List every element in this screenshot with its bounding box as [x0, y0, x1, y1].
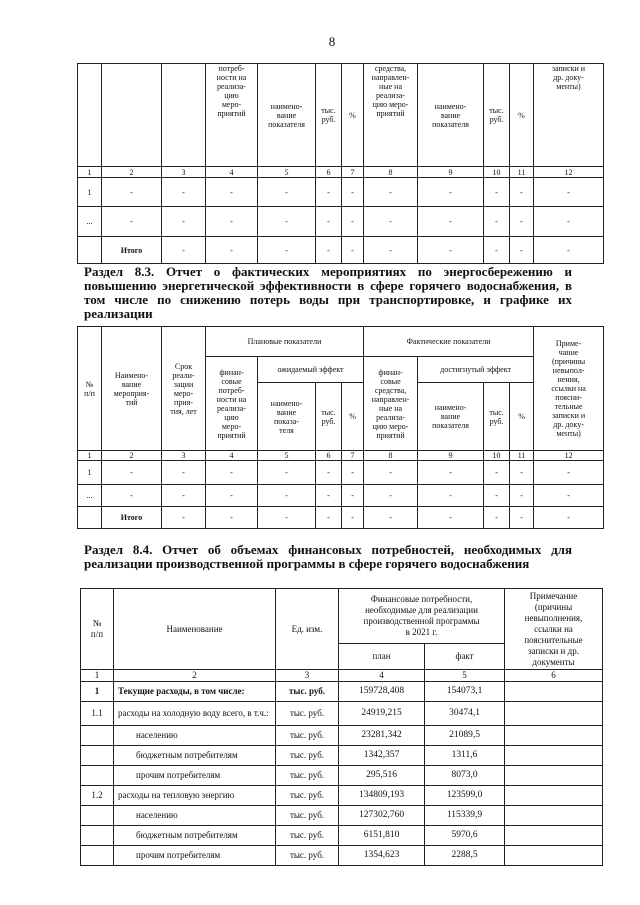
col-number: 2: [114, 670, 276, 682]
table-cell: -: [342, 237, 364, 264]
col-number: 5: [425, 670, 505, 682]
table-header-row: [78, 327, 604, 357]
unit-cell: тыс. руб.: [276, 726, 339, 746]
table-row: [81, 682, 603, 702]
table-header-row: [78, 64, 604, 167]
col-number: 7: [342, 167, 364, 178]
col-number: 2: [102, 451, 162, 461]
table-8-3: [77, 326, 604, 529]
col-number: 8: [364, 167, 418, 178]
table-row: [78, 207, 604, 237]
header-cell: наимено- вание показателя: [258, 64, 316, 167]
table-cell: -: [418, 237, 484, 264]
table-cell: -: [162, 507, 206, 529]
table-cell: -: [364, 207, 418, 237]
row-number: [81, 846, 114, 866]
table-cell: -: [102, 461, 162, 485]
row-number: [81, 726, 114, 746]
table-cell: 1: [78, 178, 102, 207]
unit-cell: тыс. руб.: [276, 766, 339, 786]
col-number: 9: [418, 167, 484, 178]
col-number: 11: [510, 167, 534, 178]
table-cell: -: [342, 485, 364, 507]
row-label: бюджетным потребителям: [114, 826, 276, 846]
table-cell: -: [484, 207, 510, 237]
header-cell: %: [342, 64, 364, 167]
table-cell: -: [484, 178, 510, 207]
header-cell: %: [510, 64, 534, 167]
header-cell: ожидаемый эффект: [258, 357, 364, 383]
table-cell: -: [206, 461, 258, 485]
total-label: Итого: [102, 237, 162, 264]
header-cell: тыс. руб.: [484, 383, 510, 451]
header-cell: %: [342, 383, 364, 451]
header-cell: тыс. руб.: [316, 383, 342, 451]
plan-value: 159728,408: [339, 682, 425, 702]
plan-value: 295,516: [339, 766, 425, 786]
table-cell: -: [316, 485, 342, 507]
table-cell: -: [364, 237, 418, 264]
header-cell: факт: [425, 644, 505, 670]
header-cell: Ед. изм.: [276, 589, 339, 670]
table-row-total: [78, 507, 604, 529]
table-cell: -: [342, 507, 364, 529]
table-cell: -: [484, 507, 510, 529]
header-cell: средства, направлен- ные на реализа- цию меро- приятий: [364, 64, 418, 167]
header-cell: Финансовые потребности, необходимые для реализации производственной программы в 2021 г.: [339, 589, 505, 644]
table-cell: -: [206, 485, 258, 507]
table-cell: -: [206, 207, 258, 237]
plan-value: 23281,342: [339, 726, 425, 746]
table-cell: -: [258, 461, 316, 485]
table-cell: -: [364, 461, 418, 485]
column-number-row: [81, 670, 603, 682]
unit-cell: тыс. руб.: [276, 682, 339, 702]
col-number: 12: [534, 167, 604, 178]
section-8-3-heading: Раздел 8.3. Отчет о фактических мероприятиях по энергосбережению и повышению энергетической эффективности в сфере горячего водоснабжения, в том числе по снижению потерь воды при транспортировке, и графике их реализации: [84, 264, 572, 321]
table-cell: -: [510, 461, 534, 485]
column-number-row: [78, 451, 604, 461]
row-number: [81, 826, 114, 846]
fact-value: 123599,0: [425, 786, 505, 806]
table-cell: -: [162, 485, 206, 507]
table-row: [81, 806, 603, 826]
col-number: 2: [102, 167, 162, 178]
table-cell: -: [484, 237, 510, 264]
table-cell: -: [258, 207, 316, 237]
row-label: населению: [114, 806, 276, 826]
table-row: [78, 461, 604, 485]
header-cell: Фактические показатели: [364, 327, 534, 357]
header-cell: план: [339, 644, 425, 670]
table-cell: 1: [78, 461, 102, 485]
table-cell: -: [534, 461, 604, 485]
table-cell: -: [316, 461, 342, 485]
row-number: 1: [81, 682, 114, 702]
table-cell: -: [534, 178, 604, 207]
table-row: [81, 726, 603, 746]
row-label: расходы на тепловую энергию: [114, 786, 276, 806]
row-number: 1.1: [81, 702, 114, 726]
header-cell: Наимено- вание мероприя- тий: [102, 327, 162, 451]
fact-value: 30474,1: [425, 702, 505, 726]
table-cell: ...: [78, 207, 102, 237]
header-cell: наимено- вание показателя: [418, 64, 484, 167]
unit-cell: тыс. руб.: [276, 846, 339, 866]
note-cell: [505, 702, 603, 726]
header-cell: № п/п: [81, 589, 114, 670]
col-number: 3: [276, 670, 339, 682]
col-number: 5: [258, 167, 316, 178]
unit-cell: тыс. руб.: [276, 786, 339, 806]
table-cell: -: [206, 237, 258, 264]
table-cell: -: [510, 178, 534, 207]
note-cell: [505, 682, 603, 702]
table-cell: -: [206, 507, 258, 529]
header-cell: записки и др. доку- менты): [534, 64, 604, 167]
table-row: [81, 702, 603, 726]
section-8-4-heading: Раздел 8.4. Отчет об объемах финансовых потребностей, необходимых для реализации производственной программы в сфере горячего водоснабжения: [84, 542, 572, 571]
table-row: [78, 485, 604, 507]
header-cell: Срок реали- зации меро- прия- тия, лет: [162, 327, 206, 451]
unit-cell: тыс. руб.: [276, 826, 339, 846]
note-cell: [505, 726, 603, 746]
table-row: [81, 846, 603, 866]
col-number: 4: [339, 670, 425, 682]
table-cell: -: [534, 207, 604, 237]
table-cell: -: [316, 237, 342, 264]
table-cell: -: [258, 178, 316, 207]
fact-value: 8073,0: [425, 766, 505, 786]
table-cell: -: [418, 207, 484, 237]
table-8-4: [80, 588, 603, 866]
row-number: 1.2: [81, 786, 114, 806]
header-cell: Наименование: [114, 589, 276, 670]
row-label: населению: [114, 726, 276, 746]
column-number-row: [78, 167, 604, 178]
table-cell: -: [418, 461, 484, 485]
col-number: 11: [510, 451, 534, 461]
fact-value: 5970,6: [425, 826, 505, 846]
fact-value: 154073,1: [425, 682, 505, 702]
col-number: 7: [342, 451, 364, 461]
table-cell: -: [510, 207, 534, 237]
table-cell: -: [342, 207, 364, 237]
col-number: 10: [484, 451, 510, 461]
row-label: прочим потребителям: [114, 766, 276, 786]
header-cell: достигнутый эффект: [418, 357, 534, 383]
col-number: 6: [505, 670, 603, 682]
col-number: 5: [258, 451, 316, 461]
table-row: [81, 746, 603, 766]
col-number: 9: [418, 451, 484, 461]
table-cell: -: [316, 178, 342, 207]
header-cell: финан- совые потреб- ности на реализа- цию меро- приятий: [206, 357, 258, 451]
table-cell: -: [510, 485, 534, 507]
table-cell: -: [162, 178, 206, 207]
table-cell: -: [162, 237, 206, 264]
table-8-2-continued: [77, 63, 604, 264]
col-number: 4: [206, 451, 258, 461]
table-cell: [78, 237, 102, 264]
table-cell: -: [342, 461, 364, 485]
header-cell: № п/п: [78, 327, 102, 451]
note-cell: [505, 746, 603, 766]
note-cell: [505, 846, 603, 866]
header-cell: Примечание (причины невыполнения, ссылки на пояснительные записки и др. документы: [505, 589, 603, 670]
table-cell: -: [102, 485, 162, 507]
table-cell: -: [364, 507, 418, 529]
table-header-row: [81, 589, 603, 644]
plan-value: 134809,193: [339, 786, 425, 806]
table-cell: -: [510, 237, 534, 264]
col-number: 1: [81, 670, 114, 682]
plan-value: 1354,623: [339, 846, 425, 866]
table-cell: -: [206, 178, 258, 207]
table-cell: -: [102, 207, 162, 237]
note-cell: [505, 806, 603, 826]
table-cell: -: [534, 237, 604, 264]
col-number: 1: [78, 167, 102, 178]
header-cell: наимено- вание показа- теля: [258, 383, 316, 451]
table-cell: -: [316, 507, 342, 529]
table-cell: -: [102, 178, 162, 207]
plan-value: 127302,760: [339, 806, 425, 826]
table-cell: -: [364, 178, 418, 207]
table-cell: ...: [78, 485, 102, 507]
plan-value: 1342,357: [339, 746, 425, 766]
col-number: 3: [162, 451, 206, 461]
table-cell: -: [364, 485, 418, 507]
table-cell: -: [418, 178, 484, 207]
fact-value: 21089,5: [425, 726, 505, 746]
row-label: расходы на холодную воду всего, в т.ч.:: [114, 702, 276, 726]
header-cell: %: [510, 383, 534, 451]
table-cell: [78, 507, 102, 529]
col-number: 4: [206, 167, 258, 178]
fact-value: 1311,6: [425, 746, 505, 766]
fact-value: 115339,9: [425, 806, 505, 826]
table-cell: -: [316, 207, 342, 237]
total-label: Итого: [102, 507, 162, 529]
table-cell: -: [534, 485, 604, 507]
col-number: 1: [78, 451, 102, 461]
table-cell: -: [342, 178, 364, 207]
table-cell: -: [258, 485, 316, 507]
header-cell: потреб- ности на реализа- цию меро- приятий: [206, 64, 258, 167]
row-number: [81, 746, 114, 766]
note-cell: [505, 786, 603, 806]
table-cell: -: [484, 461, 510, 485]
fact-value: 2288,5: [425, 846, 505, 866]
header-cell: Плановые показатели: [206, 327, 364, 357]
header-cell: тыс. руб.: [316, 64, 342, 167]
unit-cell: тыс. руб.: [276, 806, 339, 826]
table-cell: -: [534, 507, 604, 529]
note-cell: [505, 826, 603, 846]
table-cell: -: [510, 507, 534, 529]
table-row: [81, 826, 603, 846]
row-number: [81, 806, 114, 826]
unit-cell: тыс. руб.: [276, 702, 339, 726]
table-cell: -: [484, 485, 510, 507]
table-cell: -: [258, 237, 316, 264]
table-cell: -: [418, 485, 484, 507]
table-row: [81, 786, 603, 806]
plan-value: 6151,810: [339, 826, 425, 846]
plan-value: 24919,215: [339, 702, 425, 726]
col-number: 10: [484, 167, 510, 178]
col-number: 3: [162, 167, 206, 178]
unit-cell: тыс. руб.: [276, 746, 339, 766]
row-label: Текущие расходы, в том числе:: [114, 682, 276, 702]
page-number: 8: [328, 34, 336, 49]
table-row: [81, 766, 603, 786]
table-cell: -: [418, 507, 484, 529]
row-number: [81, 766, 114, 786]
table-cell: -: [162, 461, 206, 485]
col-number: 6: [316, 167, 342, 178]
table-cell: -: [162, 207, 206, 237]
header-cell: тыс. руб.: [484, 64, 510, 167]
header-cell: Приме- чание (причины невыпол- нения, ссылки на поясни- тельные записки и др. доку- менты): [534, 327, 604, 451]
table-row: [78, 178, 604, 207]
header-cell: финан- совые средства, направлен- ные на реализа- цию меро- приятий: [364, 357, 418, 451]
row-label: прочим потребителям: [114, 846, 276, 866]
table-row-total: [78, 237, 604, 264]
note-cell: [505, 766, 603, 786]
table-cell: -: [258, 507, 316, 529]
col-number: 6: [316, 451, 342, 461]
col-number: 8: [364, 451, 418, 461]
col-number: 12: [534, 451, 604, 461]
row-label: бюджетным потребителям: [114, 746, 276, 766]
header-cell: наимено- вание показателя: [418, 383, 484, 451]
